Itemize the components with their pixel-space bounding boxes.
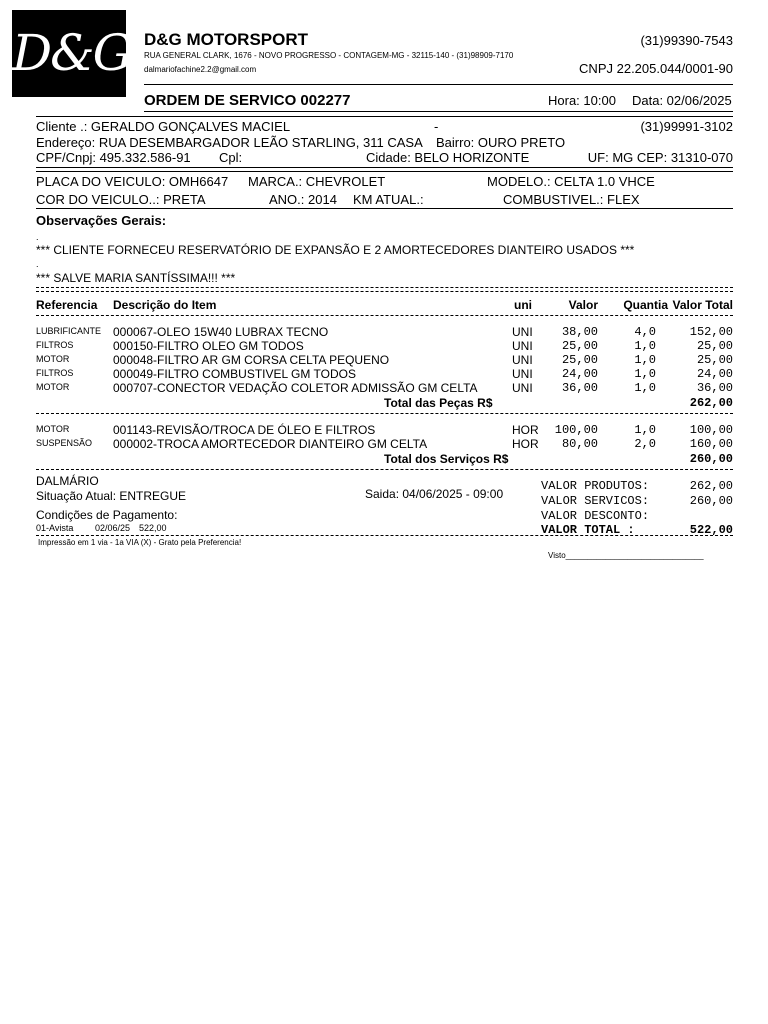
row-total: 24,00	[696, 367, 733, 381]
vehicle-fuel: COMBUSTIVEL.: FLEX	[503, 192, 640, 207]
row-unit: UNI	[512, 367, 533, 381]
col-header-total: Valor Total	[672, 298, 733, 312]
print-note: Impressão em 1 via - 1a VIA (X) - Grato pela Preferencia!	[38, 538, 242, 547]
row-quantity: 4,0	[634, 325, 656, 339]
row-unit: HOR	[512, 437, 539, 451]
row-description: 000049-FILTRO COMBUSTIVEL GM TODOS	[113, 367, 356, 381]
vehicle-plate: PLACA DO VEICULO: OMH6647	[36, 174, 229, 189]
row-unit: UNI	[512, 325, 533, 339]
row-price: 24,00	[561, 367, 598, 381]
company-address: RUA GENERAL CLARK, 1676 - NOVO PROGRESSO - CONTAGEM-MG - 32115-140 - (31)98909-7170	[144, 51, 514, 60]
client-bottom-divider	[36, 167, 733, 168]
row-reference: MOTOR	[36, 382, 70, 392]
vehicle-bottom-divider	[36, 208, 733, 209]
row-description: 000150-FILTRO OLEO GM TODOS	[113, 339, 304, 353]
payment-type: 01-Avista	[36, 523, 74, 533]
grand-total-label: VALOR TOTAL :	[541, 523, 635, 537]
parts-total-label: Total das Peças R$	[384, 396, 493, 410]
row-total: 36,00	[696, 381, 733, 395]
col-header-quantity: Quantia	[623, 298, 668, 312]
row-total: 152,00	[689, 325, 733, 339]
client-dash: -	[434, 119, 439, 134]
client-phone: (31)99991-3102	[640, 119, 733, 134]
row-reference: MOTOR	[36, 354, 70, 364]
services-total-value: 260,00	[689, 452, 733, 466]
row-unit: UNI	[512, 353, 533, 367]
title-divider	[144, 111, 733, 112]
row-total: 25,00	[696, 339, 733, 353]
observations-dot: .	[36, 259, 39, 269]
mechanic-name: DALMÁRIO	[36, 474, 99, 488]
client-name: Cliente .: GERALDO GONÇALVES MACIEL	[36, 119, 291, 134]
row-price: 36,00	[561, 381, 598, 395]
vehicle-km: KM ATUAL.:	[353, 192, 424, 207]
observation-line: *** CLIENTE FORNECEU RESERVATÓRIO DE EXPANSÃO E 2 AMORTECEDORES DIANTEIRO USADOS ***	[36, 243, 635, 257]
header-divider	[144, 84, 733, 85]
row-quantity: 2,0	[634, 437, 656, 451]
row-description: 000707-CONECTOR VEDAÇÃO COLETOR ADMISSÃO GM CELTA	[113, 381, 478, 395]
services-divider	[36, 469, 733, 470]
row-price: 25,00	[561, 339, 598, 353]
order-date: Data: 02/06/2025	[632, 93, 732, 108]
client-city: Cidade: BELO HORIZONTE	[366, 150, 530, 165]
payment-terms-label: Condições de Pagamento:	[36, 508, 178, 522]
services-value: 260,00	[689, 494, 733, 508]
row-description: 000002-TROCA AMORTECEDOR DIANTEIRO GM CELTA	[113, 437, 428, 451]
observations-label: Observações Gerais:	[36, 213, 167, 228]
discount-value-label: VALOR DESCONTO:	[541, 509, 650, 523]
status-text: Situação Atual: ENTREGUE	[36, 489, 187, 503]
row-quantity: 1,0	[634, 353, 656, 367]
row-reference: LUBRIFICANTE	[36, 326, 102, 336]
grand-total-value: 522,00	[689, 523, 733, 537]
client-address: Endereço: RUA DESEMBARGADOR LEÃO STARLING, 311 CASA	[36, 135, 423, 150]
table-header-bottom-divider	[36, 315, 733, 316]
row-unit: UNI	[512, 339, 533, 353]
row-quantity: 1,0	[634, 339, 656, 353]
departure-text: Saida: 04/06/2025 - 09:00	[365, 487, 504, 501]
payment-value: 522,00	[139, 523, 167, 533]
order-time: Hora: 10:00	[548, 93, 616, 108]
vehicle-year: ANO.: 2014	[269, 192, 337, 207]
observations-dot: .	[36, 232, 39, 242]
company-email: dalmariofachine2.2@gmail.com	[144, 65, 257, 74]
products-value-label: VALOR PRODUTOS:	[541, 479, 650, 493]
client-uf-cep: UF: MG CEP: 31310-070	[587, 150, 733, 165]
client-cpl: Cpl:	[219, 150, 243, 165]
client-cpf: CPF/Cnpj: 495.332.586-91	[36, 150, 191, 165]
row-price: 100,00	[554, 423, 598, 437]
col-header-price: Valor	[568, 298, 598, 312]
row-unit: HOR	[512, 423, 539, 437]
row-quantity: 1,0	[634, 367, 656, 381]
vehicle-top-divider	[36, 171, 733, 172]
footer-divider	[36, 535, 733, 536]
row-reference: FILTROS	[36, 368, 74, 378]
order-title: ORDEM DE SERVICO 002277	[144, 92, 351, 109]
vehicle-model: MODELO.: CELTA 1.0 VHCE	[487, 174, 655, 189]
col-header-unit: uni	[514, 298, 532, 312]
row-reference: MOTOR	[36, 424, 70, 434]
vehicle-color: COR DO VEICULO..: PRETA	[36, 192, 206, 207]
company-phone: (31)99390-7543	[640, 33, 733, 48]
client-neighborhood: Bairro: OURO PRETO	[436, 135, 566, 150]
row-price: 25,00	[561, 353, 598, 367]
parts-divider	[36, 413, 733, 414]
observations-divider	[36, 287, 733, 288]
row-total: 100,00	[689, 423, 733, 437]
table-header-top-divider	[36, 291, 733, 292]
row-reference: SUSPENSÃO	[36, 438, 93, 448]
row-total: 25,00	[696, 353, 733, 367]
client-top-divider	[36, 116, 733, 117]
row-description: 000048-FILTRO AR GM CORSA CELTA PEQUENO	[113, 353, 390, 367]
row-description: 001143-REVISÃO/TROCA DE ÓLEO E FILTROS	[113, 423, 376, 437]
row-total: 160,00	[689, 437, 733, 451]
row-description: 000067-OLEO 15W40 LUBRAX TECNO	[113, 325, 329, 339]
observation-line: *** SALVE MARIA SANTÍSSIMA!!! ***	[36, 271, 236, 285]
row-reference: FILTROS	[36, 340, 74, 350]
company-name: D&G MOTORSPORT	[144, 30, 309, 49]
col-header-reference: Referencia	[36, 298, 98, 312]
signature-line: Visto_______________________________	[548, 551, 704, 560]
row-price: 80,00	[561, 437, 598, 451]
row-quantity: 1,0	[634, 423, 656, 437]
services-value-label: VALOR SERVICOS:	[541, 494, 650, 508]
vehicle-brand: MARCA.: CHEVROLET	[248, 174, 386, 189]
row-quantity: 1,0	[634, 381, 656, 395]
row-price: 38,00	[561, 325, 598, 339]
payment-date: 02/06/25	[95, 523, 131, 533]
company-cnpj: CNPJ 22.205.044/0001-90	[579, 61, 733, 76]
services-total-label: Total dos Serviços R$	[384, 452, 509, 466]
company-logo: D&G	[12, 10, 126, 97]
parts-total-value: 262,00	[689, 396, 733, 410]
col-header-description: Descrição do Item	[113, 298, 217, 312]
products-value: 262,00	[689, 479, 733, 493]
row-unit: UNI	[512, 381, 533, 395]
